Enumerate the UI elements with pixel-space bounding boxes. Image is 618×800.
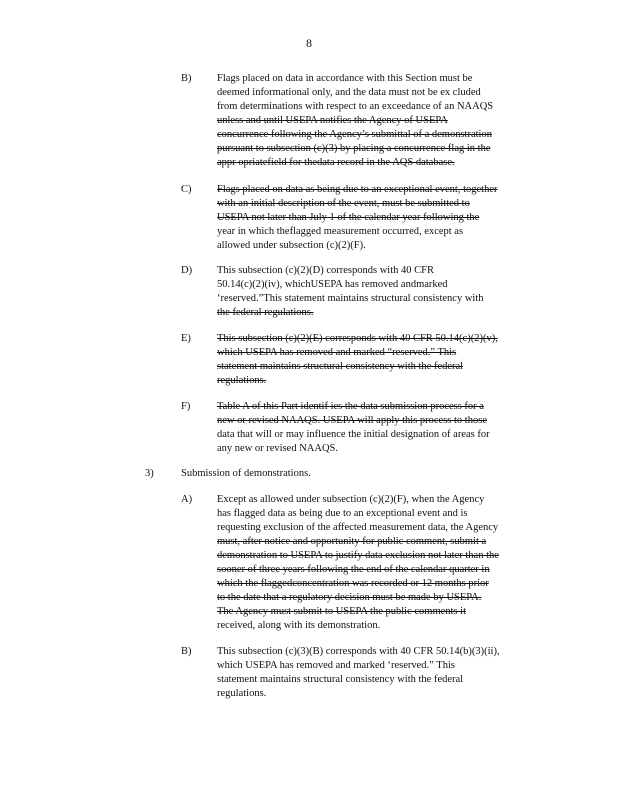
text-line: 50.14(c)(2)(iv), whichUSEPA has removed andmarked <box>217 279 448 290</box>
item-b-text <box>217 72 535 170</box>
struck-text-line: demonstration to USEPA to justify data exclusion not later than the <box>217 550 499 561</box>
struck-text-line: This subsection (c)(2)(E) corresponds with 40 CFR 50.14(c)(2)(v), <box>217 333 498 344</box>
item-c-text <box>217 183 535 253</box>
struck-text-line: which USEPA has removed and marked “reserved.” This <box>217 347 457 358</box>
text-line: This subsection (c)(2)(D) corresponds with 40 CFR <box>217 265 434 276</box>
item-d-text <box>217 264 535 320</box>
text-line: allowed under subsection (c)(2)(F). <box>217 240 366 251</box>
struck-text-line: statement maintains structural consistency with the federal <box>217 361 464 372</box>
text-line: any new or revised NAAQS. <box>217 443 339 454</box>
section-3-number: 3) <box>145 468 154 479</box>
struck-text-line: Table A of this Part identif ies the data submission process for a <box>217 401 484 412</box>
item-3a-text <box>217 493 535 633</box>
text-line: data that will or may influence the initial designation of areas for <box>217 429 490 440</box>
struck-text-line: appr opriatefield for thedata record in the AQS database. <box>217 157 455 168</box>
text-line: statement maintains structural consistency with the federal <box>217 674 464 685</box>
struck-text-line: regulations. <box>217 375 267 386</box>
item-e-text <box>217 332 535 388</box>
text-line: Flags placed on data in accordance with this Section must be <box>217 73 473 84</box>
struck-text-line: USEPA not later than July 1 of the calendar year following the <box>217 212 480 223</box>
struck-text-line: sooner of three years following the end of the calendar quarter in <box>217 564 490 575</box>
struck-text-line: The Agency must submit to USEPA the public comments it <box>217 606 466 617</box>
item-3b-text <box>217 645 535 701</box>
page-number: 8 <box>306 36 312 50</box>
item-3b-label: B) <box>181 646 192 657</box>
struck-text-line: pursuant to subsection (c)(3) by placing a concurrence flag in the <box>217 143 491 154</box>
text-line: year in which theflagged measurement occurred, except as <box>217 226 464 237</box>
struck-text-line: with an initial description of the event, must be submitted to <box>217 198 470 209</box>
section-3-title: Submission of demonstrations. <box>181 468 311 479</box>
struck-text-line: which the flaggedconcentration was recorded or 12 months prior <box>217 578 489 589</box>
struck-text-line: Flags placed on data as being due to an exceptional event, together <box>217 184 498 195</box>
text-line: This subsection (c)(3)(B) corresponds with 40 CFR 50.14(b)(3)(ii), <box>217 646 500 657</box>
item-3a-label: A) <box>181 494 193 505</box>
item-b-label: B) <box>181 73 192 84</box>
struck-text-line: new or revised NAAQS. USEPA will apply this process to those <box>217 415 487 426</box>
item-d-label: D) <box>181 265 193 276</box>
text-line: regulations. <box>217 688 267 699</box>
struck-text-line: unless and until USEPA notifies the Agency of USEPA <box>217 115 448 126</box>
item-c-label: C) <box>181 184 192 195</box>
struck-text-line: must, after notice and opportunity for public comment, submit a <box>217 536 487 547</box>
text-line: has flagged data as being due to an exceptional event and is <box>217 508 468 519</box>
text-line: deemed informational only, and the data must not be ex cluded <box>217 87 481 98</box>
struck-text-line: to the date that a regulatory decision must be made by USEPA. <box>217 592 482 603</box>
text-line: requesting exclusion of the affected measurement data, the Agency <box>217 522 499 533</box>
item-e-label: E) <box>181 333 191 344</box>
text-line: received, along with its demonstration. <box>217 620 381 631</box>
item-f-text <box>217 400 535 456</box>
text-line: ‘reserved.”This statement maintains structural consistency with <box>217 293 484 304</box>
item-f-label: F) <box>181 401 191 412</box>
text-line: Except as allowed under subsection (c)(2)(F), when the Agency <box>217 494 485 505</box>
struck-text-line: concurrence following the Agency’s submittal of a demonstration <box>217 129 492 140</box>
struck-text-line: the federal regulations. <box>217 307 314 318</box>
text-line: which USEPA has removed and marked ‘reserved.” This <box>217 660 455 671</box>
text-line: from determinations with respect to an exceedance of an NAAQS <box>217 101 494 112</box>
